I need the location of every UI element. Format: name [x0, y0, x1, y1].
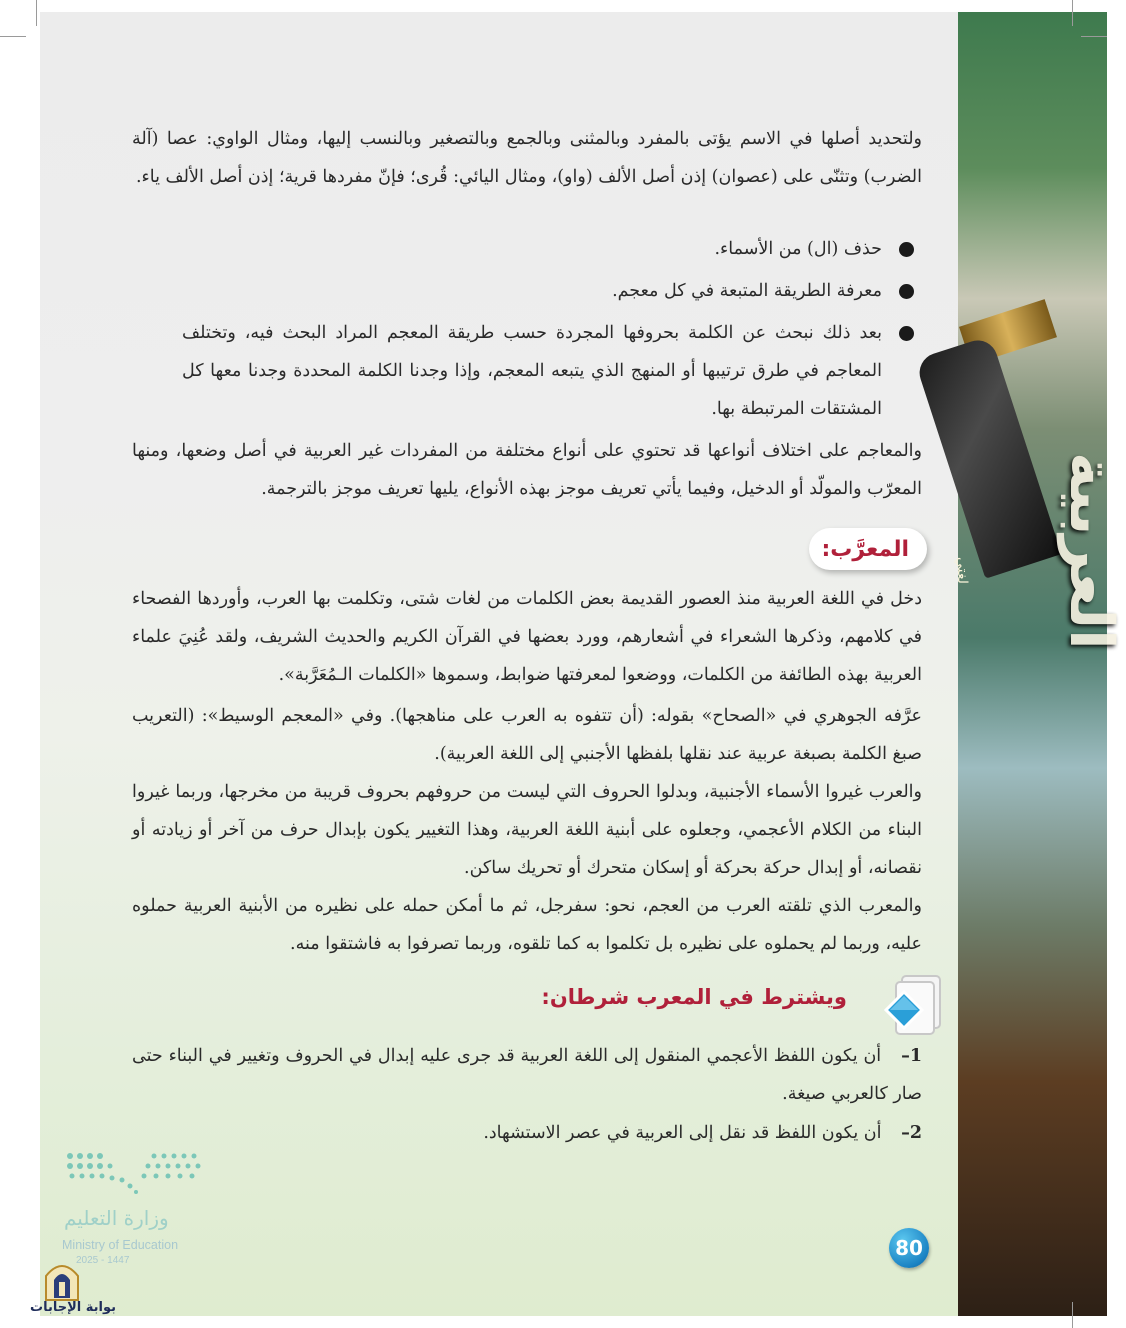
- steps-list: [182, 230, 922, 432]
- bullet-icon: [899, 242, 914, 257]
- condition-item: [132, 1114, 922, 1152]
- ministry-english-name: Ministry of Education: [62, 1238, 179, 1252]
- list-item: [182, 230, 922, 268]
- condition-number: 2–: [901, 1123, 922, 1143]
- diamond-note-icon: [876, 970, 948, 1042]
- list-item: [182, 272, 922, 310]
- list-item-text: معرفة الطريقة المتبعة في كل معجم.: [612, 281, 882, 301]
- condition-item: [132, 1037, 922, 1113]
- answers-portal-label: بوابة الإجابات: [30, 1300, 116, 1315]
- muarrab-intro-paragraph: دخل في اللغة العربية منذ العصور القديمة بعض الكلمات من لغات شتى، وتكلمت بها العرب، وأوردها الفصحاء في كلامهم، وذكرها الشعراء في أشعارهم، وورد بعضها في القرآن الكريم والحديث الشريف، ولقد عُنِيَ علماء العربية بهذه الطائفة من الكلمات، ووضعوا لمعرفتها ضوابط، وسموها «الكلمات الـمُعَرَّبة».: [132, 589, 922, 685]
- condition-text: أن يكون اللفظ الأعجمي المنقول إلى اللغة العربية قد جرى عليه إبدال في الحروف وتغيير في البناء حتى صار كالعربي صيغة.: [132, 1046, 922, 1104]
- crop-mark: [1072, 0, 1073, 26]
- ministry-logo: [60, 1148, 210, 1268]
- decorative-side-panel: [954, 12, 1126, 1316]
- dictionaries-paragraph: والمعاجم على اختلاف أنواعها قد تحتوي على أنواع مختلفة من المفردات غير العربية في أصل وضعها، ومنها المعرّب والمولّد أو الدخيل، وفيما يأتي تعريف موجز بهذه الأنواع، يليها تعريف موجز بالترجمة.: [132, 441, 922, 499]
- bullet-icon: [899, 326, 914, 341]
- answers-portal-logo-icon: [42, 1258, 82, 1302]
- muarrab-heading: المعرَّب:: [809, 528, 927, 570]
- adoption-paragraph: والمعرب الذي تلقته العرب من العجم، نحو: سفرجل، ثم ما أمكن حمله على نظيره من الأبنية العربية حملوه عليه، وربما لم يحملوه على نظيره بل تكلموا به كما تلقوه، وربما تصرفوا به فاشتقوا منه.: [132, 896, 922, 954]
- side-panel-badge: لغتي: [954, 557, 970, 584]
- conditions-heading: ويشترط في المعرب شرطان:: [541, 985, 847, 1009]
- crop-mark: [1072, 1302, 1073, 1328]
- condition-text: أن يكون اللفظ قد نقل إلى العربية في عصر الاستشهاد.: [483, 1123, 882, 1143]
- bullet-icon: [899, 284, 914, 299]
- definition-paragraph: عرَّفه الجوهري في «الصحاح» بقوله: (أن تتفوه به العرب على مناهجها). وفي «المعجم الوسيط»: (التعريب صبغ الكلمة بصبغة عربية عند نقلها بلفظها الأجنبي إلى اللغة العربية).: [132, 706, 922, 764]
- ministry-dots-icon: [64, 1148, 204, 1198]
- list-item-text: بعد ذلك نبحث عن الكلمة بحروفها المجردة حسب طريقة المعجم المراد البحث فيه، وتختلف المعاجم في طرق ترتيبها أو المنهج الذي يتبعه المعجم، وإذا وجدنا الكلمة المحددة وجدنا معها كل المشتقات المرتبطة بها.: [182, 323, 882, 419]
- list-item: [182, 314, 922, 428]
- changes-paragraph: والعرب غيروا الأسماء الأجنبية، وبدلوا الحروف التي ليست من حروفهم بحروف قريبة من مخرجها، وربما غيروا البناء من الكلام الأعجمي، وجعلوه على أبنية اللغة العربية، وهذا التغيير يكون بإبدال حرف من آخر أو زيادته أو نقصانه، أو إبدال حركة بحركة أو إسكان متحرك أو تحريك ساكن.: [132, 782, 922, 878]
- condition-number: 1–: [901, 1046, 922, 1066]
- intro-paragraph: ولتحديد أصلها في الاسم يؤتى بالمفرد وبالمثنى وبالجمع وبالتصغير وبالنسب إليها، ومثال الواوي: عصا (آلة الضرب) وتثنّى على (عصوان) إذن أصل الألف (واو)، ومثال اليائي: قُرى؛ فإنّ مفردها قرية؛ إذن أصل الألف ياء.: [132, 129, 922, 187]
- ministry-arabic-name: وزارة التعليم: [64, 1206, 169, 1230]
- crop-mark: [36, 0, 37, 26]
- page-number-badge: 80: [889, 1228, 929, 1268]
- crop-mark: [1081, 36, 1107, 37]
- ministry-years: 2025 - 1447: [76, 1255, 130, 1266]
- side-panel-title: العربية: [1056, 452, 1126, 650]
- crop-mark: [0, 36, 26, 37]
- list-item-text: حذف (ال) من الأسماء.: [714, 239, 882, 259]
